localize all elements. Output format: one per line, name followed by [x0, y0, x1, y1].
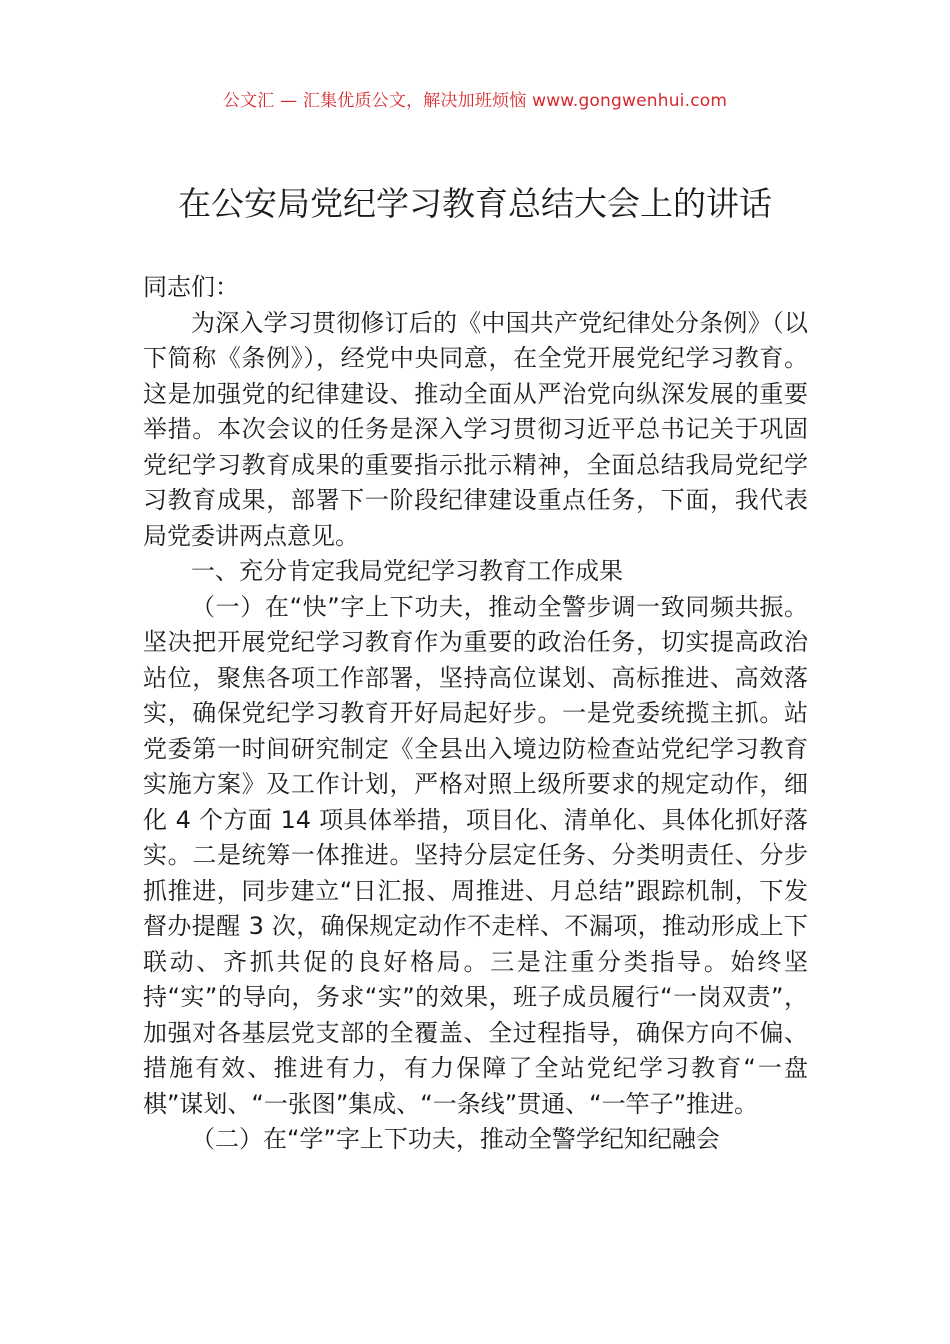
document-body	[143, 270, 808, 1158]
paragraph-intro: 为深入学习贯彻修订后的《中国共产党纪律处分条例》（以下简称《条例》），经党中央同意，在全党开展党纪学习教育。这是加强党的纪律建设、推动全面从严治党向纵深发展的重要举措。本次会议的任务是深入学习贯彻习近平总书记关于巩固党纪学习教育成果的重要指示批示精神，全面总结我局党纪学习教育成果，部署下一阶段纪律建设重点任务，下面，我代表局党委讲两点意见。	[143, 308, 808, 550]
paragraph-subsection-2: （二）在“学”字上下功夫，推动全警学纪知纪融会	[191, 1125, 720, 1153]
paragraph-subsection-1: （一）在“快”字上下功夫，推动全警步调一致同频共振。坚决把开展党纪学习教育作为重要的政治任务，切实提高政治站位，聚焦各项工作部署，坚持高位谋划、高标推进、高效落实，确保党纪学习教育开好局起好步。一是党委统揽主抓。站党委第一时间研究制定《全县出入境边防检查站党纪学习教育实施方案》及工作计划，严格对照上级所要求的规定动作，细化 4 个方面 14 项具体举措，项目化、清单化、具体化抓好落实。二是统筹一体推进。坚持分层定任务、分类明责任、分步抓推进，同步建立“日汇报、周推进、月总结”跟踪机制，下发督办提醒 3 次，确保规定动作不走样、不漏项，推动形成上下联动、齐抓共促的良好格局。三是注重分类指导。始终坚持“实”的导向，务求“实”的效果，班子成员履行“一岗双责”，加强对各基层党支部的全覆盖、全过程指导，确保方向不偏、措施有效、推进有力，有力保障了全站党纪学习教育“一盘棋”谋划、“一张图”集成、“一条线”贯通、“一竿子”推进。	[143, 592, 808, 1118]
section-heading-1: 一、充分肯定我局党纪学习教育工作成果	[191, 557, 623, 585]
header-banner: 公文汇 — 汇集优质公文，解决加班烦恼 www.gongwenhui.com	[222, 91, 728, 111]
document-title: 在公安局党纪学习教育总结大会上的讲话	[178, 184, 772, 223]
salutation: 同志们：	[143, 273, 239, 301]
